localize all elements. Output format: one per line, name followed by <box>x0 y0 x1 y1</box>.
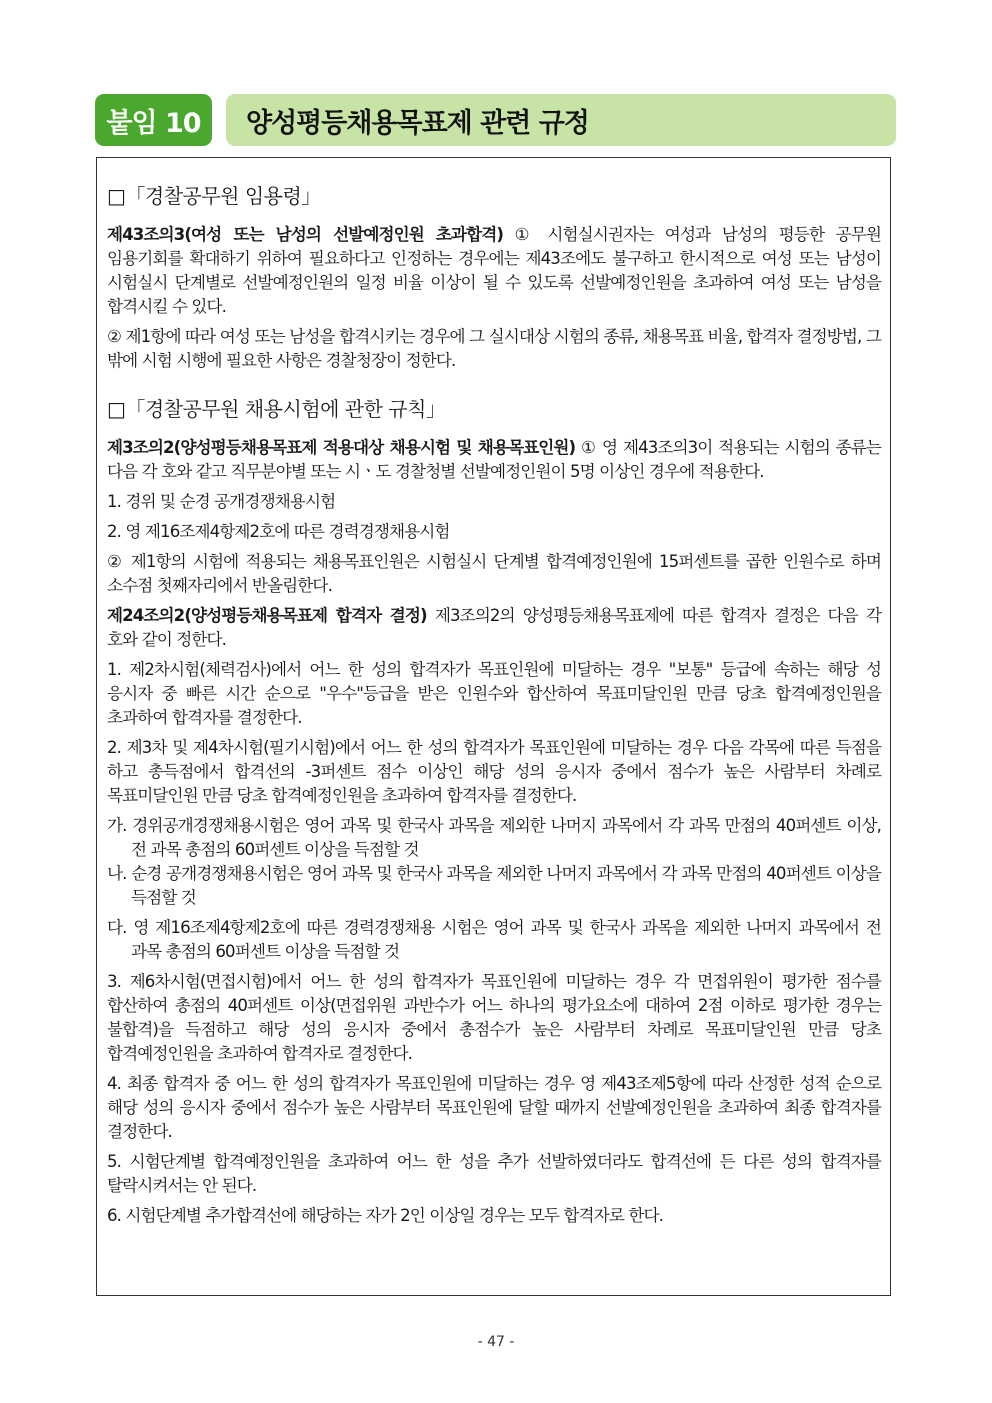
article-body: ① 영 제43조의3이 적용되는 시험의 종류는 다음 각 호와 같고 직무분야별 또는 시ㆍ도 경찰청별 선발예정인원이 5명 이상인 경우에 적용한다. <box>107 438 881 481</box>
sub-item: 다. 영 제16조제4항제2호에 따른 경력경쟁채용 시험은 영어 과목 및 한국사 과목을 제외한 나머지 과목에서 전 과목 총점의 60퍼센트 이상을 득점할 것 <box>107 918 881 961</box>
article-43-3 <box>107 223 881 319</box>
list-item: 5. 시험단계별 합격예정인원을 초과하여 어느 한 성을 추가 선발하였더라도 합격선에 든 다른 성의 합격자를 탈락시켜서는 안 된다. <box>107 1152 881 1195</box>
list-item: 1. 경위 및 순경 공개경쟁채용시험 <box>107 492 336 511</box>
article-24-2 <box>107 604 881 652</box>
sub-item: 나. 순경 공개경쟁채용시험은 영어 과목 및 한국사 과목을 제외한 나머지 과목에서 각 과목 만점의 40퍼센트 이상을 득점할 것 <box>107 864 881 907</box>
list-item: 3. 제6차시험(면접시험)에서 어느 한 성의 합격자가 목표인원에 미달하는 경우 각 면접위원이 평가한 점수를 합산하여 총점의 40퍼센트 이상(면접위원 과반수가 어느 하나의 평가요소에 대하여 2점 이하로 평가한 경우는 불합격)을 득점하고 해당 성의 응시자 중에서 총점수가 높은 사람부터 차례로 목표미달인원 만큼 당초 합격예정인원을 초과하여 합격자로 결정한다. <box>107 972 881 1063</box>
sub-item: 가. 경위공개경쟁채용시험은 영어 과목 및 한국사 과목을 제외한 나머지 과목에서 각 과목 만점의 40퍼센트 이상, 전 과목 총점의 60퍼센트 이상을 득점할 것 <box>107 816 881 859</box>
list-item: 4. 최종 합격자 중 어느 한 성의 합격자가 목표인원에 미달하는 경우 영 제43조제5항에 따라 산정한 성적 순으로 해당 성의 응시자 중에서 점수가 높은 사람부터 목표인원에 달할 때까지 선발예정인원을 초과하여 최종 합격자를 결정한다. <box>107 1074 881 1141</box>
article-title: 제43조의3(여성 또는 남성의 선발예정인원 초과합격) <box>107 225 504 244</box>
attachment-tag: 붙임 10 <box>95 94 212 146</box>
page-header <box>95 94 896 146</box>
article-3-2 <box>107 436 881 484</box>
article-title: 제3조의2(양성평등채용목표제 적용대상 채용시험 및 채용목표인원) <box>107 438 576 457</box>
list-item: 2. 제3차 및 제4차시험(필기시험)에서 어느 한 성의 합격자가 목표인원에 미달하는 경우 다음 각목에 따른 득점을 하고 총득점에서 합격선의 -3퍼센트 점수 이상인 해당 성의 응시자 중에서 점수가 높은 사람부터 차례로 목표미달인원 만큼 당초 합격예정인원을 초과하여 합격자를 결정한다. <box>107 738 881 805</box>
list-item: 6. 시험단계별 추가합격선에 해당하는 자가 2인 이상일 경우는 모두 합격자로 한다. <box>107 1206 663 1225</box>
list-item: 1. 제2차시험(체력검사)에서 어느 한 성의 합격자가 목표인원에 미달하는 경우 "보통" 등급에 속하는 해당 성 응시자 중 빠른 시간 순으로 "우수"등급을 받은 인원수와 합산하여 목표미달인원 만큼 당초 합격예정인원을 초과하여 합격자를 결정한다. <box>107 660 881 727</box>
page-title: 양성평등채용목표제 관련 규정 <box>226 94 896 146</box>
law-heading-appointment: □「경찰공무원 임용령」 <box>107 184 321 208</box>
article-43-3-para2: ② 제1항에 따라 여성 또는 남성을 합격시키는 경우에 그 실시대상 시험의 종류, 채용목표 비율, 합격자 결정방법, 그 밖에 시험 시행에 필요한 사항은 경찰청장이 정한다. <box>107 327 881 370</box>
list-item: 2. 영 제16조제4항제2호에 따른 경력경쟁채용시험 <box>107 522 450 541</box>
article-body: 제3조의2의 양성평등채용목표제에 따른 합격자 결정은 다음 각 호와 같이 정한다. <box>107 606 881 649</box>
regulation-box <box>96 157 891 1296</box>
page-number: - 47 - <box>477 1334 515 1350</box>
article-body: ① 시험실시권자는 여성과 남성의 평등한 공무원 임용기회를 확대하기 위하여 필요하다고 인정하는 경우에는 제43조에도 불구하고 한시적으로 여성 또는 남성이 시험실시 단계별로 선발예정인원의 일정 비율 이상이 될 수 있도록 선발예정인원을 초과하여 여성 또는 남성을 합격시킬 수 있다. <box>107 225 882 316</box>
law-heading-exam-rules: □「경찰공무원 채용시험에 관한 규칙」 <box>107 397 446 421</box>
article-title: 제24조의2(양성평등채용목표제 합격자 결정) <box>107 606 427 625</box>
article-3-2-para2: ② 제1항의 시험에 적용되는 채용목표인원은 시험실시 단계별 합격예정인원에 15퍼센트를 곱한 인원수로 하며 소수점 첫째자리에서 반올림한다. <box>107 552 881 595</box>
